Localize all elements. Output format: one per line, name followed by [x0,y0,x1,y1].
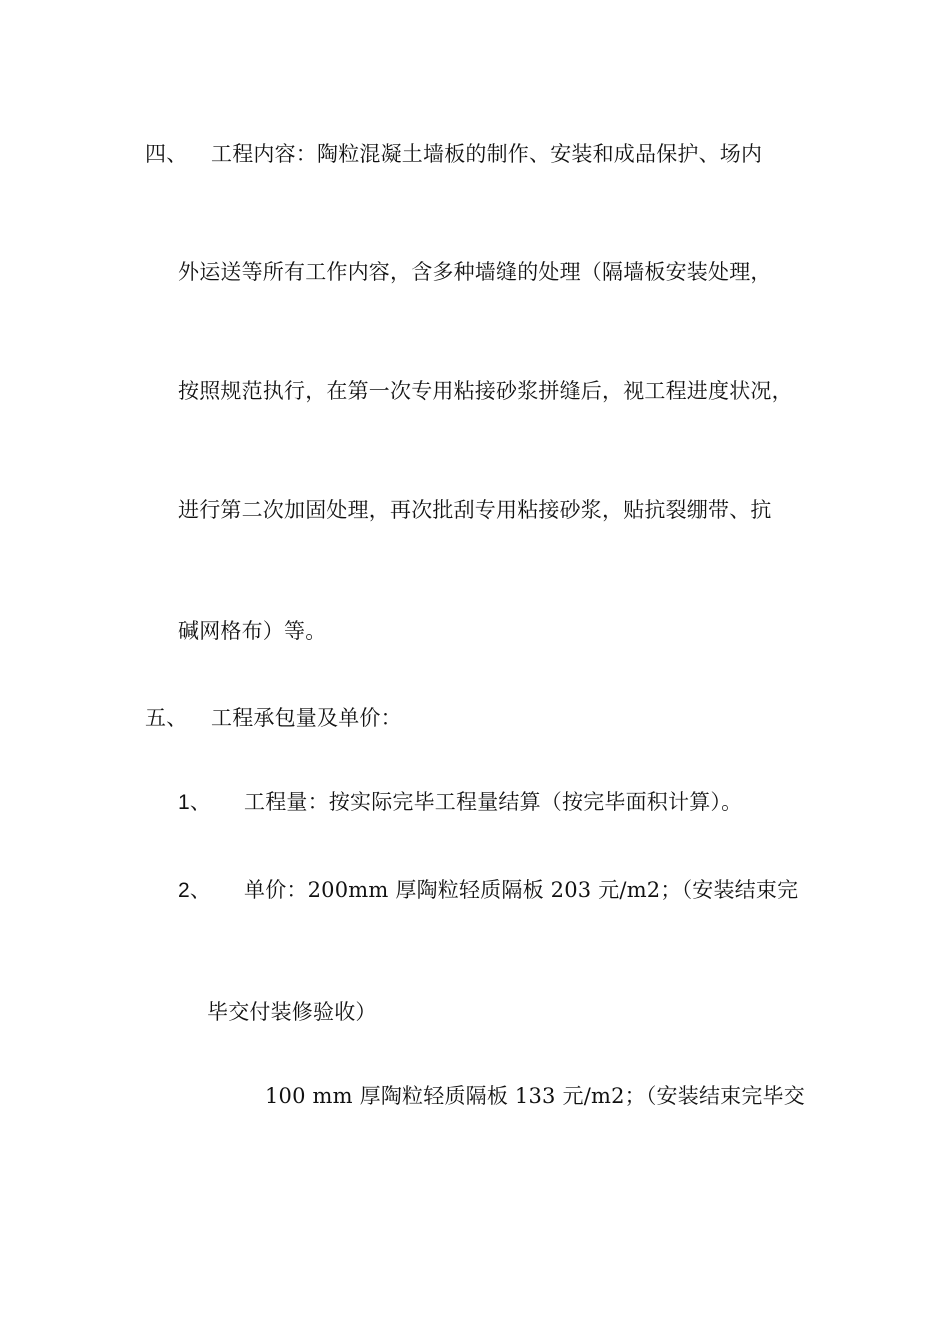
item-1-number: 1、 [178,791,212,814]
section-5-number: 五、 [145,706,188,730]
item-2-number: 2、 [178,879,212,902]
section-4-text-line-4: 进行第二次加固处理，再次批刮专用粘接砂浆，贴抗裂绷带、抗 [178,498,772,522]
item-2-text-line-3: 100 mm 厚陶粒轻质隔板 133 元/m2；（安装结束完毕交 [265,1084,805,1108]
section-4-number: 四、 [145,142,188,166]
item-1-line [178,788,742,817]
section-5-title: 工程承包量及单价： [211,706,402,730]
item-2-line [178,876,798,905]
item-1-text: 工程量：按实际完毕工程量结算（按完毕面积计算）。 [244,790,743,814]
section-4-heading-line [145,140,762,168]
section-4-text-line-2: 外运送等所有工作内容，含多种墙缝的处理（隔墙板安装处理， [178,260,772,284]
section-4-text-line-1: 工程内容：陶粒混凝土墙板的制作、安装和成品保护、场内 [211,142,763,166]
section-4-text-line-3: 按照规范执行，在第一次专用粘接砂浆拼缝后，视工程进度状况， [178,379,793,403]
item-2-text-line-2: 毕交付装修验收） [207,1000,377,1024]
item-2-text-line-1: 单价：200mm 厚陶粒轻质隔板 203 元/m2；（安装结束完 [244,878,799,902]
section-4-text-line-5: 碱网格布）等。 [178,619,327,643]
section-5-heading-line [145,704,402,732]
